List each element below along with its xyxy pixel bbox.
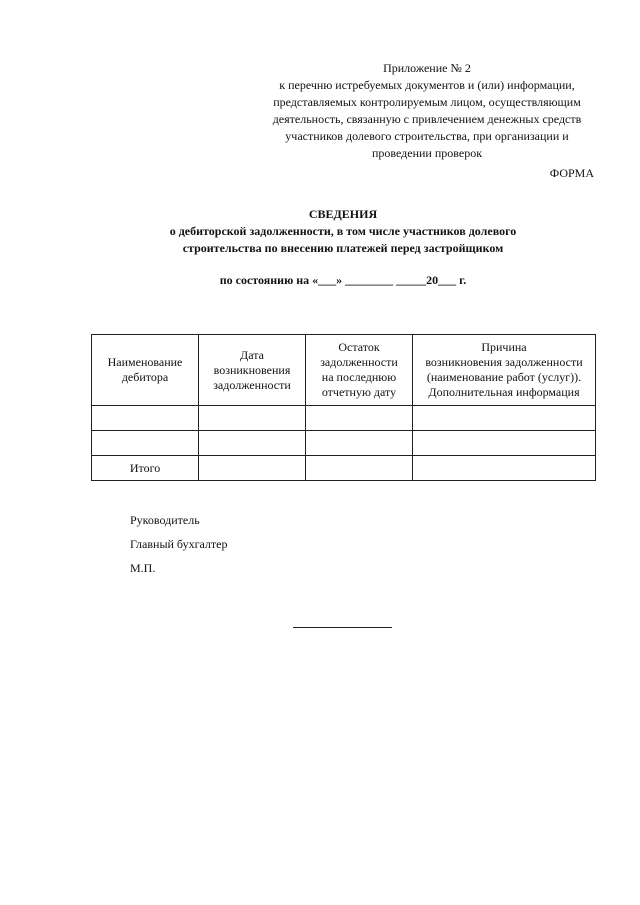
signature-block [130, 512, 227, 584]
document-title [92, 206, 594, 257]
table-cell [199, 456, 306, 481]
table-header-row [92, 335, 596, 406]
head-signature-label: Руководитель [130, 513, 200, 527]
table-cell [413, 431, 596, 456]
total-label: Итого [92, 456, 199, 481]
header-debt-balance: Остаток задолженности на последнюю отчетную дату [306, 335, 413, 406]
appendix-line: участников долевого строительства, при организации и [285, 129, 569, 143]
stamp-label: М.П. [130, 561, 156, 575]
appendix-line: деятельность, связанную с привлечением денежных средств [272, 112, 582, 126]
table-row [92, 431, 596, 456]
table-cell [306, 456, 413, 481]
table-cell [92, 406, 199, 431]
form-label: ФОРМА [549, 166, 594, 180]
header-debt-reason: Причина возникновения задолженности (наименование работ (услуг)). Дополнительная информация [413, 335, 596, 406]
appendix-title: Приложение № 2 [383, 61, 471, 75]
accountant-signature-label: Главный бухгалтер [130, 537, 228, 551]
header-debtor-name: Наименование дебитора [92, 335, 199, 406]
title-heading: СВЕДЕНИЯ [308, 207, 378, 221]
table-cell [413, 456, 596, 481]
table-row [92, 406, 596, 431]
table-cell [92, 431, 199, 456]
table-total-row [92, 456, 596, 481]
table-cell [306, 431, 413, 456]
appendix-line: к перечню истребуемых документов и (или) информации, [279, 78, 575, 92]
table-cell [306, 406, 413, 431]
as-of-date-line: по состоянию на «___» ________ _____20___ г. [219, 273, 467, 287]
end-divider [293, 627, 392, 628]
table-cell [199, 406, 306, 431]
appendix-line: представляемых контролируемым лицом, осуществляющим [273, 95, 581, 109]
table-cell [413, 406, 596, 431]
title-line: строительства по внесению платежей перед застройщиком [182, 241, 504, 255]
receivables-table [91, 334, 596, 481]
appendix-caption [256, 60, 598, 162]
header-debt-date: Дата возникновения задолженности [199, 335, 306, 406]
table-cell [199, 431, 306, 456]
appendix-line: проведении проверок [371, 146, 483, 160]
title-line: о дебиторской задолженности, в том числе участников долевого [169, 224, 517, 238]
